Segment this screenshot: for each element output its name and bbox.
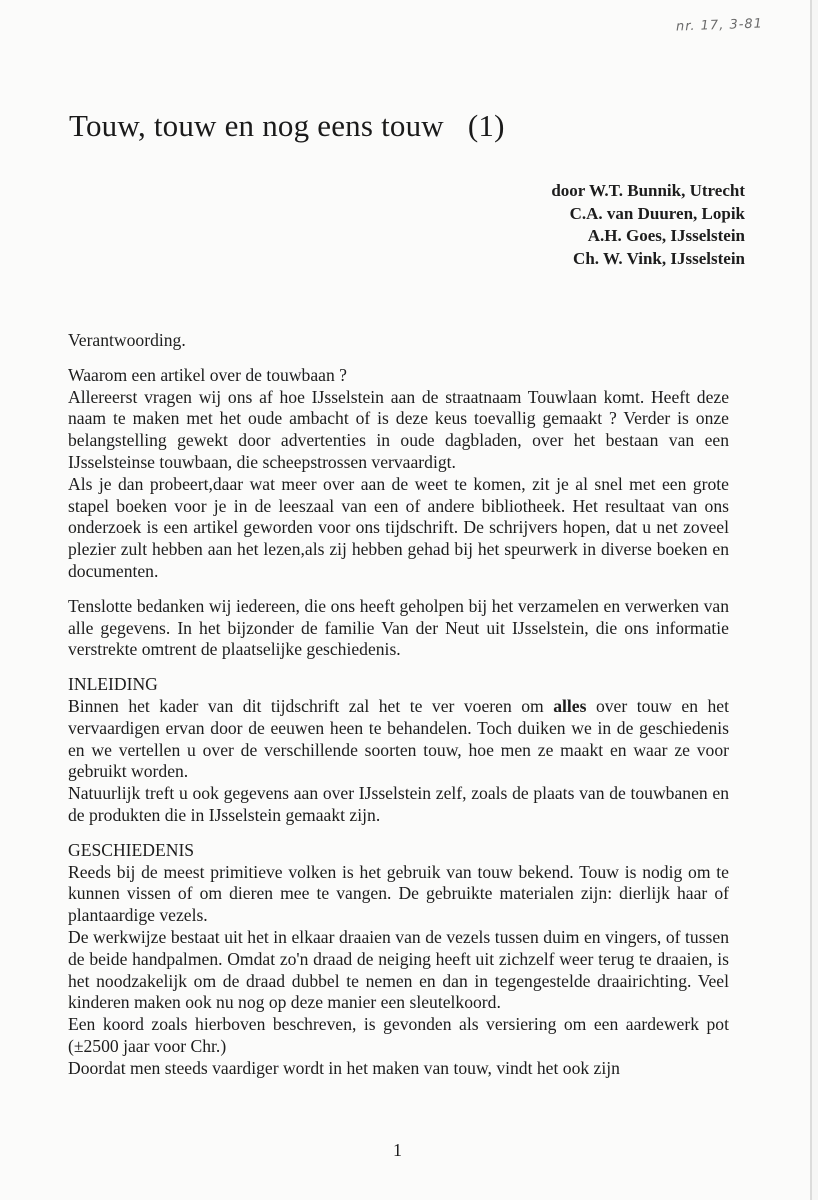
paragraph: Als je dan probeert,daar wat meer over aan de weet te komen, zit je al snel met een grote stapel boeken voor je in de leeszaal van een of andere bibliotheek. Het resultaat van ons onderzoek is een artikel geworden voor ons tijdschrift. De schrijvers hopen, dat u net zoveel plezier zult hebben aan het lezen,als zij hebben gehad bij het speurwerk in diverse boeken en documenten. — [68, 473, 729, 581]
paragraph: Doordat men steeds vaardiger wordt in het maken van touw, vindt het ook zijn — [68, 1057, 620, 1078]
article-body — [68, 330, 729, 1080]
title-part-number: (1) — [467, 108, 505, 143]
section-heading-verantwoording: Verantwoording. — [68, 330, 186, 350]
text-run: over touw en het vervaardigen ervan door de eeuwen heen te behandelen. Toch duiken we in de geschiedenis en we vertellen u over de verschillende soorten touw, hoe men ze maakt en waar ze voor gebruikt worden. — [68, 695, 729, 782]
author-line: door W.T. Bunnik, Utrecht — [551, 181, 745, 200]
author-list — [551, 180, 745, 270]
paragraph — [68, 696, 729, 783]
article-title — [69, 108, 505, 144]
author-line: A.H. Goes, IJsselstein — [587, 226, 745, 245]
paragraph: Reeds bij de meest primitieve volken is het gebruik van touw bekend. Touw is nodig om te kunnen vissen of om dieren mee te vangen. De gebruikte materialen zijn: dierlijk haar of plantaardige vezels. — [68, 861, 729, 926]
paragraph-thanks: Tenslotte bedanken wij iedereen, die ons heeft geholpen bij het verzamelen en verwerken van alle gegevens. In het bijzonder de familie Van der Neut uit IJsselstein, die ons informatie verstrekte omtrent de plaatselijke geschiedenis. — [68, 595, 729, 660]
text-run: Binnen het kader van dit tijdschrift zal het te ver voeren om — [68, 695, 554, 716]
section-heading-inleiding: INLEIDING — [68, 674, 158, 695]
handwritten-issue-note: nr. 17, 3-81 — [675, 16, 764, 35]
section-heading-geschiedenis: GESCHIEDENIS — [68, 839, 195, 860]
paragraph: Een koord zoals hierboven beschreven, is gevonden als versiering om een aardewerk pot (±2500 jaar voor Chr.) — [68, 1014, 729, 1056]
emphasis-alles: alles — [553, 695, 587, 716]
page-number: 1 — [393, 1140, 402, 1160]
paragraph-question: Waarom een artikel over de touwbaan ? — [68, 364, 347, 385]
author-line: Ch. W. Vink, IJsselstein — [573, 248, 745, 268]
title-main: Touw, touw en nog eens touw — [69, 108, 444, 143]
paragraph: Allereerst vragen wij ons af hoe IJsselstein aan de straatnaam Touwlaan komt. Heeft deze naam te maken met het oude ambacht of is deze keus toevallig gemaakt ? Verder is onze belangstelling gewekt door advertenties in oude dagbladen, over het bestaan van een IJsselsteinse touwbaan, die scheepstrossen vervaardigt. — [68, 386, 729, 472]
author-line: C.A. van Duuren, Lopik — [569, 203, 745, 223]
paragraph: Natuurlijk treft u ook gegevens aan over IJsselstein zelf, zoals de plaats van de touwbanen en de produkten die in IJsselstein gemaakt zijn. — [68, 783, 729, 825]
paragraph: De werkwijze bestaat uit het in elkaar draaien van de vezels tussen duim en vingers, of tussen de beide handpalmen. Omdat zo'n draad de neiging heeft uit zichzelf weer terug te draaien, is het noodzakelijk om de draad dubbel te nemen en dan in tegengestelde draairichting. Veel kinderen maken ook nu nog op deze manier een sleutelkoord. — [68, 926, 729, 1013]
